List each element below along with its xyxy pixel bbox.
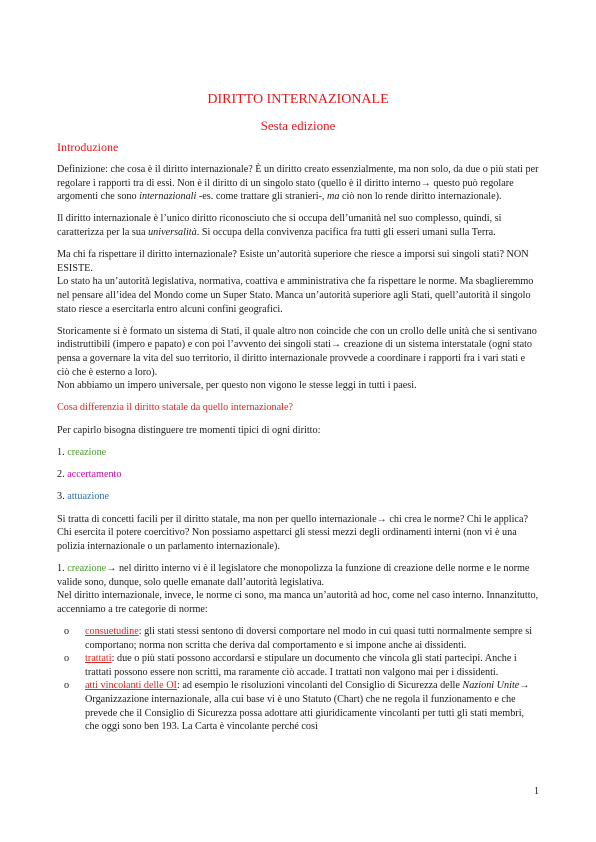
document-subtitle: Sesta edizione	[260, 118, 336, 133]
paragraph-intro-moments: Per capirlo bisogna distinguere tre momenti tipici di ogni diritto:	[57, 424, 321, 436]
question-heading: Cosa differenzia il diritto statale da quello internazionale?	[57, 402, 294, 414]
list-item	[64, 652, 539, 679]
text-run: creazione di un sistema interstatale (ogni stato pensa a governare la vita del suo territorio, il diritto internazionale provvede a coordinare i rapporti fra i vari stati e ciò che è esterno a loro).	[57, 339, 533, 378]
arrow-icon: →	[420, 177, 431, 189]
text-run: Si tratta di concetti facili per il diritto statale, ma non per quello internazionale	[57, 513, 377, 525]
item-number: 1.	[57, 563, 68, 574]
emphasis: internazionali	[139, 191, 197, 203]
text-run: questo può regolare argomenti che sono	[57, 177, 514, 203]
arrow-icon: →	[376, 513, 387, 525]
text-run: Nel diritto internazionale, invece, le norme ci sono, ma manca un’autorità ad hoc, come nel caso interno. Innanzitutto, accenniamo a tre categorie di norme:	[57, 590, 539, 615]
moment-label-attuazione: attuazione	[67, 491, 110, 503]
moment-label-accertamento: accertamento	[67, 469, 122, 481]
norm-categories-list	[57, 625, 539, 734]
text-run: chi crea le norme? Chi le applica? Chi esercita il potere coercitivo? Non possiamo aspettarci gli stessi mezzi degli ordinamenti interni (non vi è una polizia internazionale o un parlamento internazionale).	[57, 513, 528, 552]
paragraph-authority	[57, 248, 539, 316]
emphasis: ma	[327, 191, 340, 203]
text-run: : ad esempio le risoluzioni vincolanti del Consiglio di Sicurezza delle	[176, 680, 463, 692]
paragraph-universality	[57, 212, 539, 239]
item-number: 1.	[57, 447, 68, 459]
paragraph-history	[57, 325, 539, 393]
page-number: 1	[534, 786, 539, 797]
bullet-icon: o	[64, 625, 70, 637]
bullet-icon: o	[64, 653, 70, 665]
text-run: : gli stati stessi sentono di doversi comportare nel modo in cui quasi tutti normalmente sempre si comportano; norma non scritta che deriva dal comportamento e si impone anche ai dissidenti.	[85, 625, 533, 651]
paragraph-concepts	[57, 513, 539, 554]
arrow-icon: →	[106, 563, 117, 574]
text-run: Non abbiamo un impero universale, per questo non vigono le stesse leggi in tutti i paesi.	[57, 380, 417, 392]
paragraph-definition	[57, 163, 539, 204]
emphasis: Nazioni Unite	[462, 680, 520, 692]
text-run: Ma chi fa rispettare il diritto internazionale? Esiste un’autorità superiore che riesce a imporsi sui singoli stati? NON ESISTE.	[57, 249, 529, 274]
list-item	[64, 679, 539, 733]
moment-item-3	[57, 490, 539, 504]
text-run: Organizzazione internazionale, alla cui base vi è uno Statuto (Chart) che ne regola il funzionamento e che prevede che il Consiglio di Sicurezza possa adottare atti giuridicamente vincolanti per tutti gli stati membri, che oggi sono ben 193. La Carta è vincolante perché così	[85, 693, 525, 733]
text-run: -es. come trattare gli stranieri-,	[196, 191, 328, 203]
section-heading: Introduzione	[57, 140, 119, 154]
text-run: Lo stato ha un’autorità legislativa, normativa, coattiva e amministrativa che fa rispettare le norme. Ma sbaglieremmo nel pensare all’idea del Mondo come un Super Stato. Manca un’autorità superiore agli Stati, quell’autorità il singolo stato riesce a esercitarla entro alcuni confini geografici.	[57, 276, 534, 315]
text-run: ciò non lo rende diritto internazionale).	[339, 191, 502, 203]
text-run: nel diritto interno vi è il legislatore che monopolizza la funzione di creazione delle norme e le norme valide sono, dunque, solo quelle emanate dall’autorità legislativa.	[57, 563, 530, 588]
arrow-icon: →	[519, 680, 530, 692]
item-number: 2.	[57, 469, 68, 481]
arrow-icon: →	[330, 339, 342, 351]
moment-item-1	[57, 446, 539, 460]
paragraph-creation	[57, 562, 539, 616]
moment-label-creazione: creazione	[67, 447, 107, 459]
moment-item-2	[57, 468, 539, 482]
text-run: Definizione: che cosa è il diritto internazionale? È un diritto creato essenzialmente, ma non solo, da due o più stati per regolare i rapporti tra di essi. Non è il diritto di un singolo stato (quello è il diritto interno	[57, 164, 539, 189]
text-run: : due o più stati possono accordarsi e stipulare un documento che vincola gli stati partecipi. Anche i trattati possono essere non scritti, ma raramente ciò accade. I trattati non valgono mai per i dissidenti.	[85, 653, 517, 678]
text-run: Storicamente si è formato un sistema di Stati, il quale altro non coincide che con un crollo delle unità che si sentivano indistruttibili (impero e papato) e con poi l’avvento dei singoli stati	[57, 325, 537, 351]
text-run: . Si occupa della convivenza pacifica fra tutti gli esseri umani sulla Terra.	[196, 226, 496, 238]
text-run: Il diritto internazionale è l’unico diritto riconosciuto che si occupa dell’umanità nel suo complesso, quindi, si caratterizza per la sua	[57, 213, 502, 238]
item-number: 3.	[57, 491, 68, 503]
emphasis: universalità	[148, 226, 197, 238]
bullet-icon: o	[64, 680, 70, 692]
term-trattati: trattati	[85, 653, 112, 665]
document-page	[57, 92, 539, 734]
moment-label-creazione: creazione	[67, 563, 107, 574]
term-consuetudine: consuetudine	[85, 625, 139, 637]
list-item	[64, 625, 539, 652]
document-title: DIRITTO INTERNAZIONALE	[207, 92, 389, 107]
term-atti-vincolanti: atti vincolanti delle OI	[85, 680, 177, 692]
